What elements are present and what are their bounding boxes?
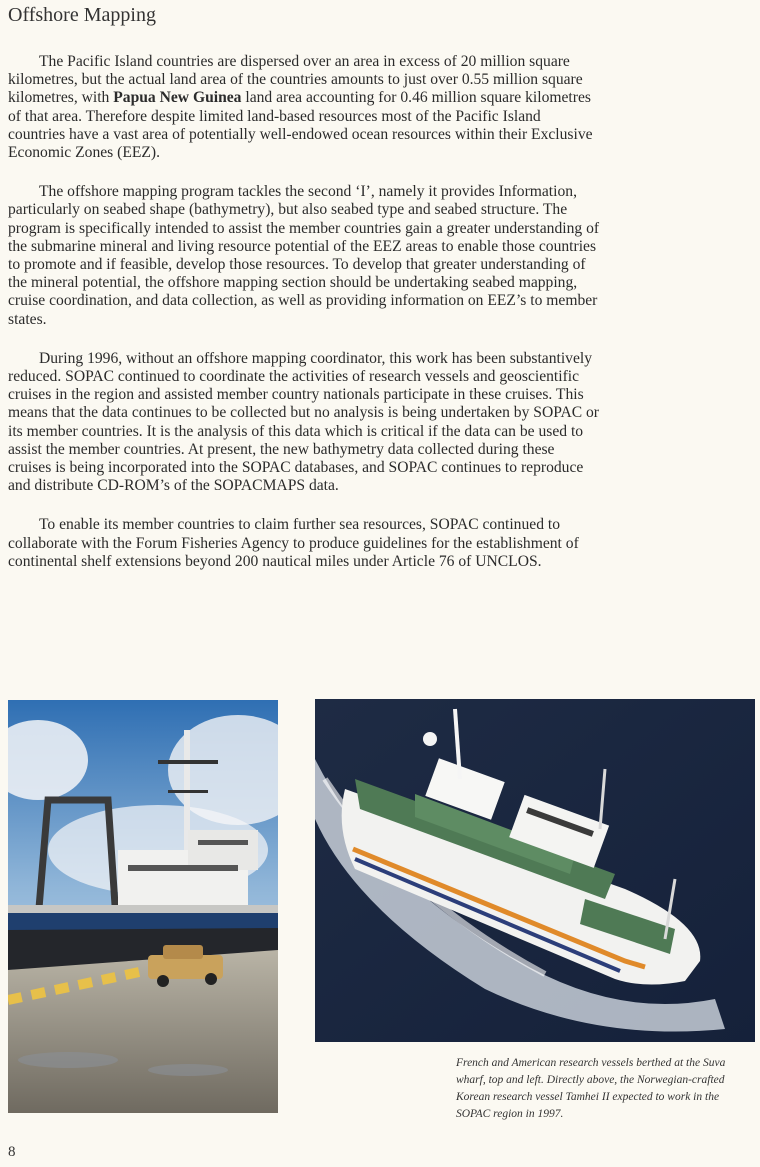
section-heading: Offshore Mapping [8,4,156,26]
paragraph-1-end: land area accounting for 0.46 million square kilometres of that area. Therefore despite limited land-based resources most of the Pacific Island countries have a vast area of potentially well-endowed ocean resources within their Exclusive Economic Zones (EEZ). [8,89,593,162]
page-number: 8 [8,1144,16,1160]
photo-caption: French and American research vessels berthed at the Suva wharf, top and left. Directly above, the Norwegian-crafted Korean research vessel Tamhei II expected to work in the SOPAC region in 1997. [456,1057,726,1120]
paragraph-2: The offshore mapping program tackles the second ‘I’, namely it provides Information, particularly on seabed shape (bathymetry), but also seabed type and seabed structure. The program is specifically intended to assist the member countries gain a greater understanding of the submarine mineral and living resource potential of the EEZ areas to enable those countries to promote and if feasible, develop those resources. To develop that greater understanding of the mineral potential, the offshore mapping section should be undertaking seabed mapping, cruise coordination, and data collection, as well as providing information on EEZ’s to member states. [8,183,600,328]
paragraph-1-bold: Papua New Guinea [113,89,242,107]
research-vessel-photo [315,699,755,1042]
wharf-vessels-photo [8,700,278,1113]
paragraph-1-start: The Pacific Island countries are dispersed over an area in excess of 20 million square kilometres, but the actual land area of the countries amounts to just over 0.55 million square kilometres, with [8,53,583,107]
body-text [8,53,600,592]
paragraph-3: During 1996, without an offshore mapping coordinator, this work has been substantively reduced. SOPAC continued to coordinate the activities of research vessels and geoscientific cruises in the region and assisted member country nationals participate in these cruises. This means that the data continues to be collected but no analysis is being undertaken by SOPAC or its member countries. It is the analysis of this data which is critical if the data can be used to assist the member countries. At present, the new bathymetry data collected during these cruises is being incorporated into the SOPAC databases, and SOPAC continues to reproduce and distribute CD-ROM’s of the SOPACMAPS data. [8,349,600,495]
paragraph-1 [8,53,600,162]
paragraph-4: To enable its member countries to claim further sea resources, SOPAC continued to collaborate with the Forum Fisheries Agency to produce guidelines for the establishment of continental shelf extensions beyond 200 nautical miles under Article 76 of UNCLOS. [8,516,579,570]
